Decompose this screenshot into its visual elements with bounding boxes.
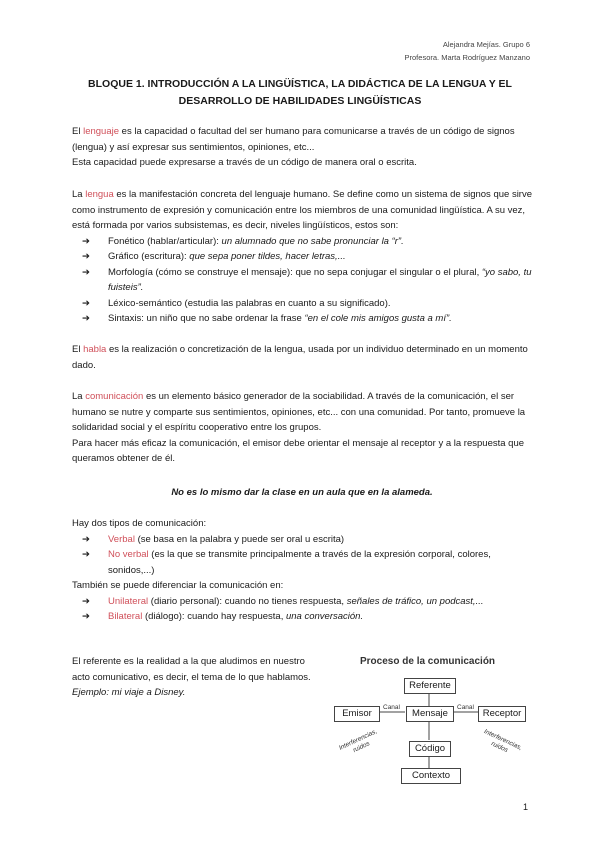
list-item: ➔ Bilateral (diálogo): cuando hay respuesta, una conversación. bbox=[82, 609, 532, 625]
communication-diagram bbox=[330, 650, 536, 790]
list-item: ➔ Unilateral (diario personal): cuando no tienes respuesta, señales de tráfico, un podcast,... bbox=[82, 594, 532, 610]
title-line-1: BLOQUE 1. INTRODUCCIÓN A LA LINGÜÍSTICA, LA DIDÁCTICA DE LA LENGUA Y EL bbox=[88, 78, 512, 90]
paragraph-lenguaje: El lenguaje es la capacidad o facultad del ser humano para comunicarse a través de un código de signos (lengua) y así expresar sus sentimientos, opiniones, etc... Esta capacidad puede expresarse a través de un código de manera oral o escrita. bbox=[72, 126, 515, 168]
term-habla: habla bbox=[83, 344, 107, 355]
arrow-icon: ➔ bbox=[82, 266, 90, 278]
quote: No es lo mismo dar la clase en un aula que en la alameda. bbox=[171, 487, 433, 498]
term-comunicacion: comunicación bbox=[85, 391, 144, 402]
term-lenguaje: lenguaje bbox=[83, 126, 120, 137]
list-item: ➔ Gráfico (escritura): que sepa poner tildes, hacer letras,... bbox=[82, 249, 532, 265]
arrow-icon: ➔ bbox=[82, 313, 90, 324]
arrow-icon: ➔ bbox=[82, 611, 90, 622]
arrow-icon: ➔ bbox=[82, 235, 90, 247]
arrow-icon: ➔ bbox=[82, 251, 90, 262]
referente-box: Referente bbox=[404, 678, 456, 694]
types-list bbox=[72, 532, 532, 579]
list-item: ➔ Verbal (se basa en la palabra y puede ser oral u escrita) bbox=[82, 532, 532, 548]
term-lengua: lengua bbox=[85, 189, 114, 200]
types-list-2 bbox=[72, 594, 532, 625]
codigo-box: Código bbox=[409, 741, 451, 757]
interferencias-right: Interferencias, ruidos bbox=[482, 728, 524, 755]
page-number: 1 bbox=[522, 802, 528, 812]
author-line: Alejandra Mejías. Grupo 6 bbox=[442, 40, 530, 49]
canal-label-left: Canal bbox=[383, 704, 400, 711]
paragraph-habla: El habla es la realización o concretización de la lengua, usada por un individuo determinado en un momento dado. bbox=[72, 344, 528, 371]
list-item: ➔ Morfología (cómo se construye el mensaje): que no sepa conjugar el singular o el plural, “yo sabo, tu fuisteis”. bbox=[82, 266, 532, 293]
arrow-icon: ➔ bbox=[82, 533, 90, 545]
document-title bbox=[60, 76, 540, 110]
arrow-icon: ➔ bbox=[82, 595, 90, 607]
list-item: ➔ Léxico-semántico (estudia las palabras en cuanto a su significado). bbox=[82, 296, 532, 312]
canal-label-right: Canal bbox=[457, 704, 474, 711]
teacher-line: Profesora. Marta Rodríguez Manzano bbox=[404, 53, 530, 62]
diagram-title: Proceso de la comunicación bbox=[360, 656, 496, 667]
arrow-icon: ➔ bbox=[82, 297, 90, 309]
receptor-box: Receptor bbox=[478, 706, 526, 722]
list-item: ➔ Fonético (hablar/articular): un alumnado que no sabe pronunciar la “r”. bbox=[82, 234, 532, 250]
page-header bbox=[405, 38, 530, 64]
contexto-box: Contexto bbox=[401, 768, 461, 784]
paragraph-comunicacion: La comunicación es un elemento básico generador de la sociabilidad. A través de la comunicación, el ser humano se nutre y comparte sus sentimientos, opiniones, etc... con una comunidad. Por tanto, promueve la solidaridad social y el espíritu cooperativo entre los grupos. Para hacer más eficaz la comunicación, el emisor debe orientar el mensaje al receptor y a la respuesta que queramos obtener de él. bbox=[72, 391, 526, 464]
mensaje-box: Mensaje bbox=[406, 706, 454, 722]
levels-list bbox=[72, 234, 532, 327]
title-line-2: DESARROLLO DE HABILIDADES LINGÜÍSTICAS bbox=[178, 95, 422, 107]
interferencias-left: Interferencias, ruidos bbox=[337, 728, 379, 755]
paragraph-lengua: La lengua es la manifestación concreta del lenguaje humano. Se define como un sistema de signos que sirve como instrumento de expresión y comunicación entre los miembros de una comunidad lingüística. A su vez, está formada por varios subsistemas, es decir, niveles lingüísticos, estos son: ➔ Fonético (hablar/articular): un alumnado que no sabe pronunciar la “r”. ➔ Gráfico (escritura): que sepa poner tildes, hacer letras,... ➔ Morfología (cómo se construye el mensaje): que no sepa conjugar el singular o el plural, “yo sabo, tu fuisteis”. ➔ Léxico-semántico (estudia las palabras en cuanto a su significado). ➔ Sintaxis: un niño que no sabe ordenar la frase “en el cole mis amigos gusta a mí”. bbox=[72, 187, 532, 327]
list-item: ➔ No verbal (es la que se transmite principalmente a través de la expresión corporal, colores, sonidos,...) bbox=[82, 549, 491, 576]
list-item: ➔ Sintaxis: un niño que no sabe ordenar la frase “en el cole mis amigos gusta a mí”. bbox=[82, 311, 532, 327]
emisor-box: Emisor bbox=[334, 706, 380, 722]
arrow-icon: ➔ bbox=[82, 549, 90, 560]
communication-types: Hay dos tipos de comunicación: ➔ Verbal (se basa en la palabra y puede ser oral u escrita) ➔ No verbal (es la que se transmite principalmente a través de la expresión corporal, colores, sonidos,...) También se puede diferenciar la comunicación en: ➔ Unilateral (diario personal): cuando no tienes respuesta, señales de tráfico, un podcast,... ➔ Bilateral (diálogo): cuando hay respuesta, una conversación. bbox=[72, 516, 532, 625]
paragraph-referente: El referente es la realidad a la que aludimos en nuestro acto comunicativo, es decir, el tema de lo que hablamos. Ejemplo: mi viaje a Disney. bbox=[72, 656, 311, 698]
